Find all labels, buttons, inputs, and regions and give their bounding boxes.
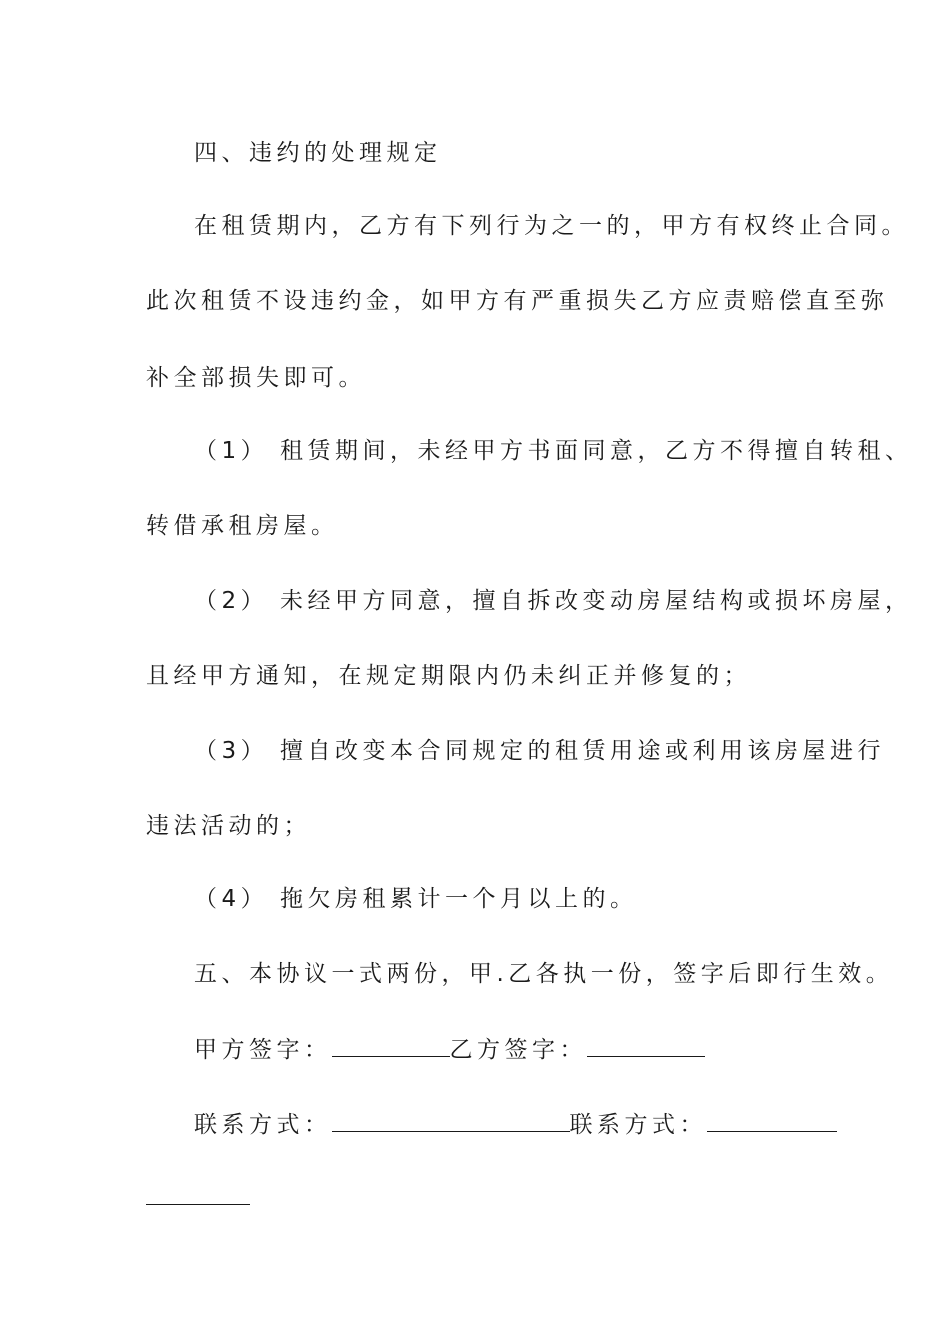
party-a-sign-label: 甲方签字： — [194, 1037, 332, 1063]
item-4-line-1: （4） 拖欠房租累计一个月以上的。 — [194, 886, 638, 912]
item-1-line-2: 转借承租房屋。 — [146, 513, 339, 539]
party-b-sign-label: 乙方签字： — [449, 1037, 587, 1063]
contact-row — [194, 1109, 837, 1140]
item-2-line-1: （2） 未经甲方同意，擅自拆改变动房屋结构或损坏房屋， — [194, 588, 913, 614]
item-1-line-1: （1） 租赁期间，未经甲方书面同意，乙方不得擅自转租、 — [194, 438, 913, 464]
paragraph-intro-line-1: 在租赁期内，乙方有下列行为之一的，甲方有权终止合同。 — [194, 213, 909, 239]
party-a-contact-label: 联系方式： — [194, 1112, 332, 1138]
party-b-contact-blank — [707, 1109, 837, 1132]
item-2-line-2: 且经甲方通知，在规定期限内仍未纠正并修复的； — [146, 663, 751, 689]
section-five: 五、本协议一式两份，甲.乙各执一份，签字后即行生效。 — [194, 961, 894, 987]
party-b-sign-blank — [587, 1034, 705, 1057]
party-a-contact-blank — [332, 1109, 570, 1132]
section-four-heading: 四、违约的处理规定 — [194, 140, 442, 166]
item-3-line-1: （3） 擅自改变本合同规定的租赁用途或利用该房屋进行 — [194, 738, 885, 764]
signature-row — [194, 1034, 705, 1065]
item-3-line-2: 违法活动的； — [146, 813, 311, 839]
paragraph-intro-line-3: 补全部损失即可。 — [146, 365, 366, 391]
party-b-contact-blank-continued — [146, 1204, 250, 1205]
party-a-sign-blank — [332, 1034, 450, 1057]
party-b-contact-label: 联系方式： — [569, 1112, 707, 1138]
paragraph-intro-line-2: 此次租赁不设违约金，如甲方有严重损失乙方应责赔偿直至弥 — [146, 288, 889, 314]
